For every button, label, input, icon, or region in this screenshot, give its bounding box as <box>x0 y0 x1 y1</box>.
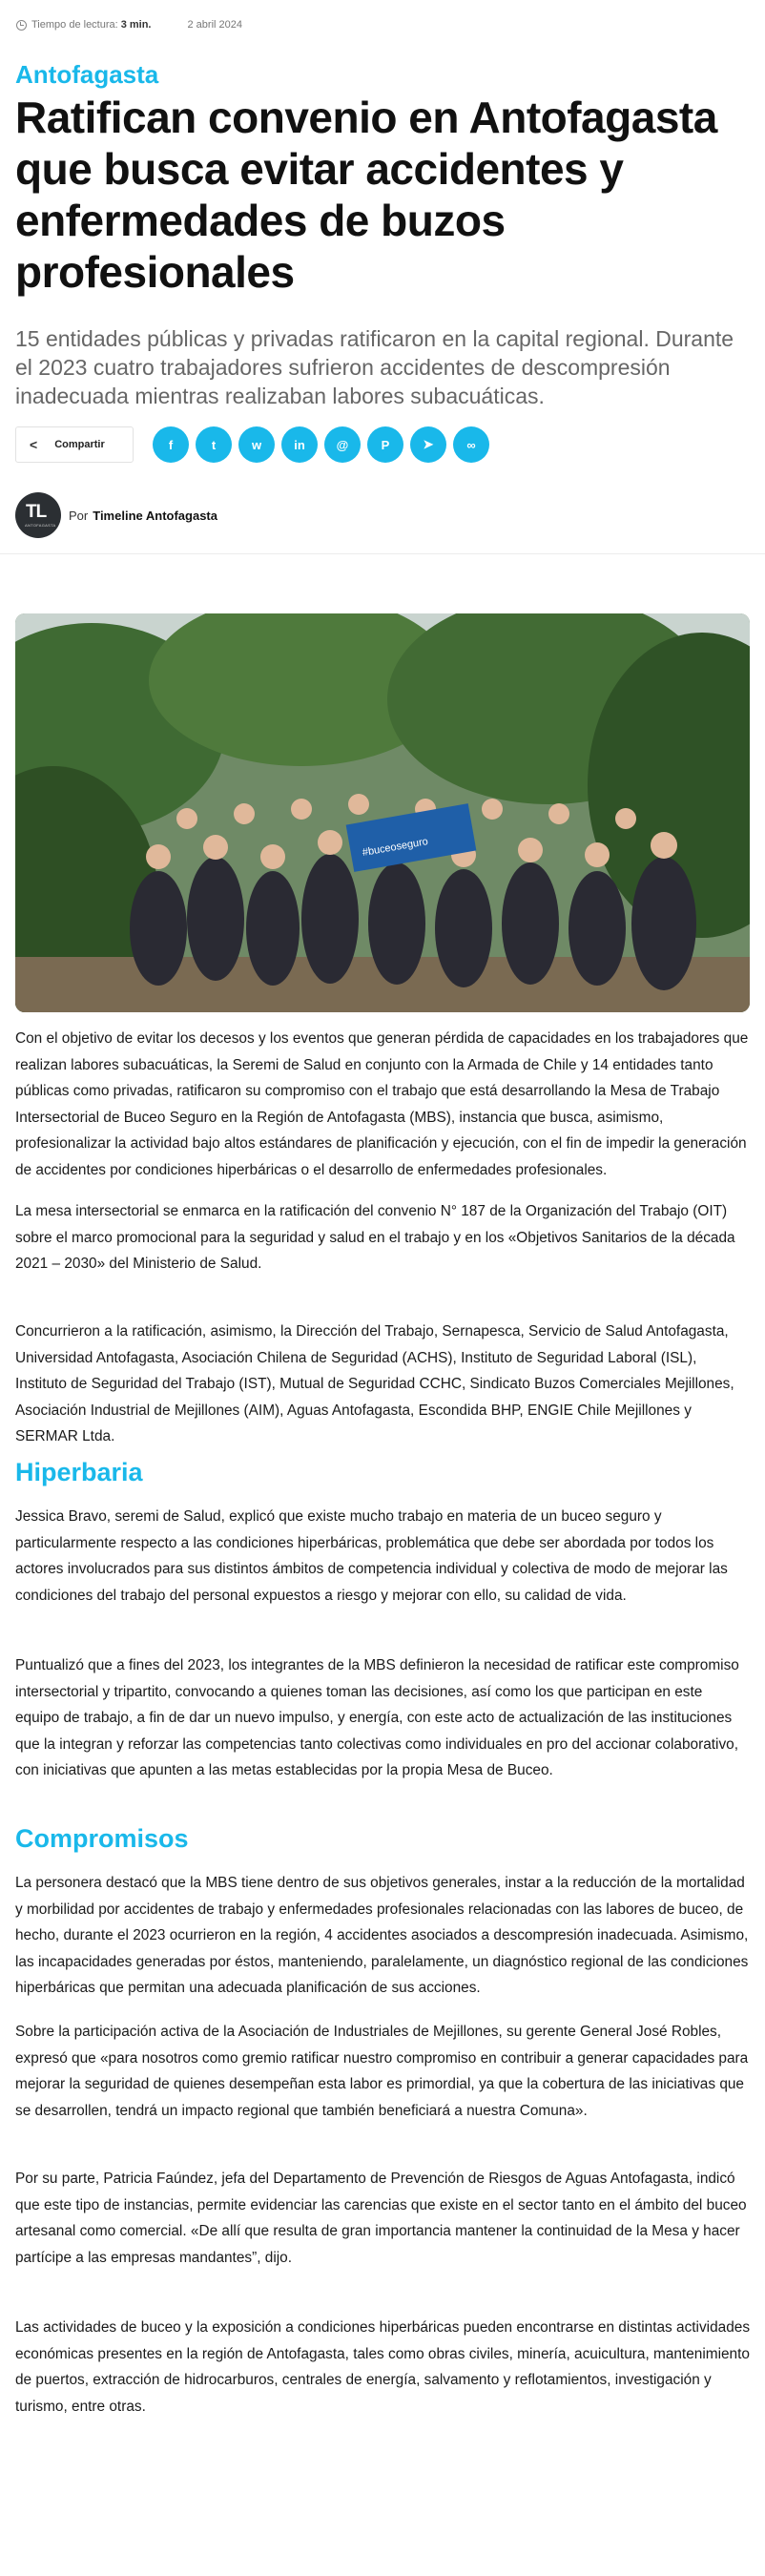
paragraph-8: Por su parte, Patricia Faúndez, jefa del Departamento de Prevención de Riesgos de Aguas Antofagasta, indicó que este tipo de instancias, permite evidenciar las carencias que existe en el sector tanto en el ámbito del buceo artesanal como comercial. «De allí que resulta de gran importancia mantener la continuidad de la Mesa y hacer partícipe a las empresas mandantes”, dijo. <box>15 2171 747 2266</box>
whatsapp-icon[interactable]: w <box>238 426 275 463</box>
share-button[interactable] <box>15 426 134 463</box>
article-meta <box>16 17 242 32</box>
reading-time-label: Tiempo de lectura: <box>31 19 118 31</box>
author-byline <box>15 492 217 538</box>
reading-time-value: 3 min. <box>120 19 152 31</box>
heading-compromisos: Compromisos <box>15 1824 189 1853</box>
email-icon[interactable]: @ <box>324 426 361 463</box>
share-bar <box>15 426 496 464</box>
link-icon[interactable]: ∞ <box>453 426 489 463</box>
paragraph-4: Jessica Bravo, seremi de Salud, explicó que existe mucho trabajo en materia de un buceo seguro y particularmente respecto a las condiciones hiperbáricas, problemática que debe ser abordada por todos los actores involucrados para sus distintos ámbitos de competencia individual y colectiva de modo de mejorar las condiciones del trabajo del personal expuestos a riesgo y mejorar con ello, su calidad de vida. <box>15 1508 728 1604</box>
article-title: Ratifican convenio en Antofagasta que busca evitar accidentes y enfermedades de buzos profesionales <box>15 93 717 297</box>
avatar-logo: TL <box>26 502 47 522</box>
publish-date: 2 abril 2024 <box>187 19 242 31</box>
paragraph-7: Sobre la participación activa de la Asociación de Industriales de Mejillones, su gerente General José Robles, expresó que «para nosotros como gremio ratificar nuestro compromiso en contribuir a generar capacidades para mejorar la seguridad de quienes desempeñan esta labor es primordial, ya que la cobertura de las iniciativas que se desarrollen, tendrá un impacto regional que también beneficiará a nuestra Comuna». <box>15 2024 749 2119</box>
paragraph-6: La personera destacó que la MBS tiene dentro de sus objetivos generales, instar a la reducción de la mortalidad y morbilidad por accidentes de trabajo y enfermedades profesionales relacionadas con las labores de buceo, de hecho, durante el 2023 ocurrieron en la región, 4 accidentes asociados a descompresión inadecuada. Asimismo, las incapacidades generadas por éstos, manteniendo, paralelamente, un diagnóstico regional de las condiciones hiperbáricas que permitan una adecuada planificación de sus acciones. <box>15 1875 749 1996</box>
paragraph-2: La mesa intersectorial se enmarca en la ratificación del convenio N° 187 de la Organización del Trabajo (OIT) sobre el marco promocional para la seguridad y salud en el trabajo y en los «Objetivos Sanitarios de la década 2021 – 2030» del Ministerio de Salud. <box>15 1203 735 1272</box>
avatar[interactable] <box>15 492 61 538</box>
clock-icon <box>16 20 27 31</box>
twitter-icon[interactable]: t <box>196 426 232 463</box>
paragraph-1: Con el objetivo de evitar los decesos y los eventos que generan pérdida de capacidades en los trabajadores que realizan labores subacuáticas, la Seremi de Salud en conjunto con la Armada de Chile y 14 entidades tanto públicas como privadas, ratificaron su compromiso con el trabajo que está desarrollando la Mesa de Trabajo Intersectorial de Buceo Seguro en la Región de Antofagasta (MBS), instancia que busca, asimismo, profesionalizar la actividad bajo altos estándares de planificación y ejecución, con el fin de impedir la generación de accidentes por condiciones hiperbáricas o el desarrollo de enfermedades profesionales. <box>15 1030 749 1178</box>
author-name[interactable]: Timeline Antofagasta <box>93 508 217 523</box>
linkedin-icon[interactable]: in <box>281 426 318 463</box>
author-prefix: Por <box>69 508 89 523</box>
telegram-icon[interactable]: ➤ <box>410 426 446 463</box>
facebook-icon[interactable]: f <box>153 426 189 463</box>
banner-text: #buceoseguro <box>361 836 429 860</box>
category-link[interactable]: Antofagasta <box>15 60 159 89</box>
divider <box>0 553 765 554</box>
article-photo <box>15 613 750 1012</box>
heading-hiperbaria: Hiperbaria <box>15 1458 143 1486</box>
share-label: Compartir <box>54 439 105 450</box>
print-icon[interactable]: P <box>367 426 403 463</box>
article-subtitle: 15 entidades públicas y privadas ratificaron en la capital regional. Durante el 2023 cuatro trabajadores sufrieron accidentes de descompresión inadecuada mientras realizaban labores subacuáticas. <box>15 326 734 408</box>
paragraph-9: Las actividades de buceo y la exposición a condiciones hiperbáricas pueden encontrarse en distintas actividades económicas presentes en la región de Antofagasta, tales como obras civiles, minería, acuicultura, mantenimiento de puertos, extracción de hidrocarburos, centrales de energía, salvamento y reflotamientos, investigación y turismo, entre otras. <box>15 2319 751 2415</box>
avatar-caption: ANTOFAGASTA <box>25 523 56 528</box>
share-icon: < <box>30 437 38 452</box>
paragraph-3: Concurrieron a la ratificación, asimismo, la Dirección del Trabajo, Sernapesca, Servicio de Salud Antofagasta, Universidad Antofagasta, Asociación Chilena de Seguridad (ACHS), Instituto de Seguridad Laboral (ISL), Instituto de Seguridad del Trabajo (IST), Mutual de Seguridad CCHC, Sindicato Buzos Comerciales Mejillones, Asociación Industrial de Mejillones (AIM), Aguas Antofagasta, Escondida BHP, ENGIE Chile Mejillones y SERMAR Ltda. <box>15 1323 734 1444</box>
paragraph-5: Puntualizó que a fines del 2023, los integrantes de la MBS definieron la necesidad de ratificar este compromiso intersectorial y tripartito, convocando a quienes toman las decisiones, así como los que participan en este equipo de trabajo, a fin de dar un nuevo impulso, y energía, con este acto de actualización de las instituciones que la integran y reforzar las competencias tanto colectivas como individuales en pro del accionar colaborativo, con iniciativas que apunten a las metas establecidas por la propia Mesa de Buceo. <box>15 1657 739 1778</box>
group-photo-illustration <box>15 613 750 1012</box>
